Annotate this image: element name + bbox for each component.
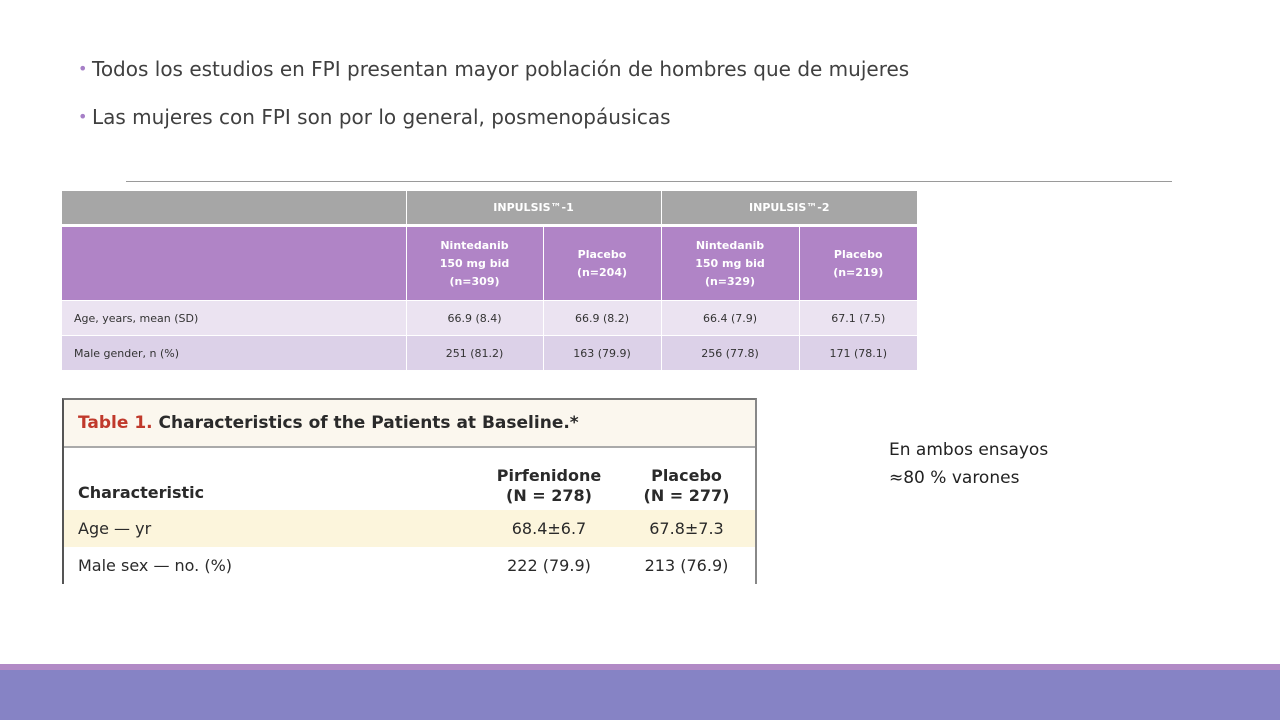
- empty-arm-cell: [62, 227, 406, 301]
- characteristic-header: Characteristic: [78, 483, 205, 502]
- arm-header-nintedanib-1: [406, 227, 543, 301]
- arm-line: 150 mg bid: [439, 256, 510, 270]
- arm-line: Placebo: [833, 247, 883, 261]
- col-header-line: Pirfenidone: [496, 466, 602, 485]
- table-cell: 222 (79.9): [507, 556, 591, 575]
- arm-line: 150 mg bid: [695, 256, 765, 270]
- bullet-icon: •: [78, 107, 88, 126]
- note-line: ≈80 % varones: [889, 468, 1020, 488]
- col-header-line: (N = 277): [643, 486, 730, 505]
- table-cell: 66.9 (8.2): [543, 301, 661, 336]
- table-cell: 256 (77.8): [661, 336, 799, 371]
- nejm-table-excerpt: [62, 398, 757, 584]
- divider-line: [126, 181, 1172, 182]
- arm-line: (n=219): [833, 265, 884, 279]
- bullet-item: [78, 100, 909, 148]
- arm-line: (n=204): [576, 265, 628, 279]
- table-cell: 213 (76.9): [644, 556, 729, 575]
- table-cell: 67.1 (7.5): [799, 301, 917, 336]
- summary-note: [889, 436, 1048, 492]
- nejm-header-row: [64, 448, 755, 510]
- bullet-item: [78, 52, 909, 100]
- table-row: [62, 301, 917, 336]
- table-cell: 67.8±7.3: [649, 519, 724, 538]
- table-cell: 251 (81.2): [406, 336, 543, 371]
- arm-header-nintedanib-2: [661, 227, 799, 301]
- arm-header-placebo-2: [799, 227, 917, 301]
- col-header-line: Placebo: [651, 466, 722, 485]
- bullet-icon: •: [78, 59, 88, 78]
- arm-header-row: [62, 227, 917, 301]
- table-row: [64, 547, 755, 584]
- note-line: En ambos ensayos: [889, 440, 1049, 460]
- bullet-list: [78, 52, 909, 148]
- table-cell: 163 (79.9): [543, 336, 661, 371]
- row-label: Age — yr: [78, 519, 152, 538]
- row-label: Male gender, n (%): [62, 336, 406, 371]
- placebo-header: [624, 466, 749, 506]
- bullet-text: Todos los estudios en FPI presentan mayor población de hombres que de mujeres: [92, 57, 910, 81]
- row-label: Age, years, mean (SD): [62, 301, 406, 336]
- arm-line: Placebo: [577, 247, 627, 261]
- arm-line: (n=309): [449, 274, 500, 288]
- pirfenidone-header: [474, 466, 624, 506]
- table-row: [64, 510, 755, 547]
- table-number: Table 1.: [78, 413, 153, 433]
- empty-header-cell: [62, 191, 406, 224]
- arm-header-placebo-1: [543, 227, 661, 301]
- arm-line: Nintedanib: [695, 238, 765, 252]
- nejm-table-title: [64, 400, 755, 448]
- arm-line: Nintedanib: [440, 238, 509, 252]
- inpulsis-table: [62, 191, 917, 370]
- group-header-inpulsis-2: INPULSIS™-2: [661, 191, 917, 224]
- col-header-line: (N = 278): [506, 486, 592, 505]
- bullet-text: Las mujeres con FPI son por lo general, posmenopáusicas: [92, 105, 671, 129]
- footer-bar: [0, 664, 1280, 720]
- row-label: Male sex — no. (%): [78, 556, 233, 575]
- group-header-row: [62, 191, 917, 224]
- table-caption: Characteristics of the Patients at Baseline.*: [158, 413, 579, 433]
- table-cell: 66.4 (7.9): [661, 301, 799, 336]
- table-cell: 68.4±6.7: [511, 519, 587, 538]
- arm-line: (n=329): [704, 274, 756, 288]
- table-cell: 171 (78.1): [799, 336, 917, 371]
- table-row: [62, 336, 917, 371]
- table-cell: 66.9 (8.4): [406, 301, 543, 336]
- group-header-inpulsis-1: INPULSIS™-1: [406, 191, 661, 224]
